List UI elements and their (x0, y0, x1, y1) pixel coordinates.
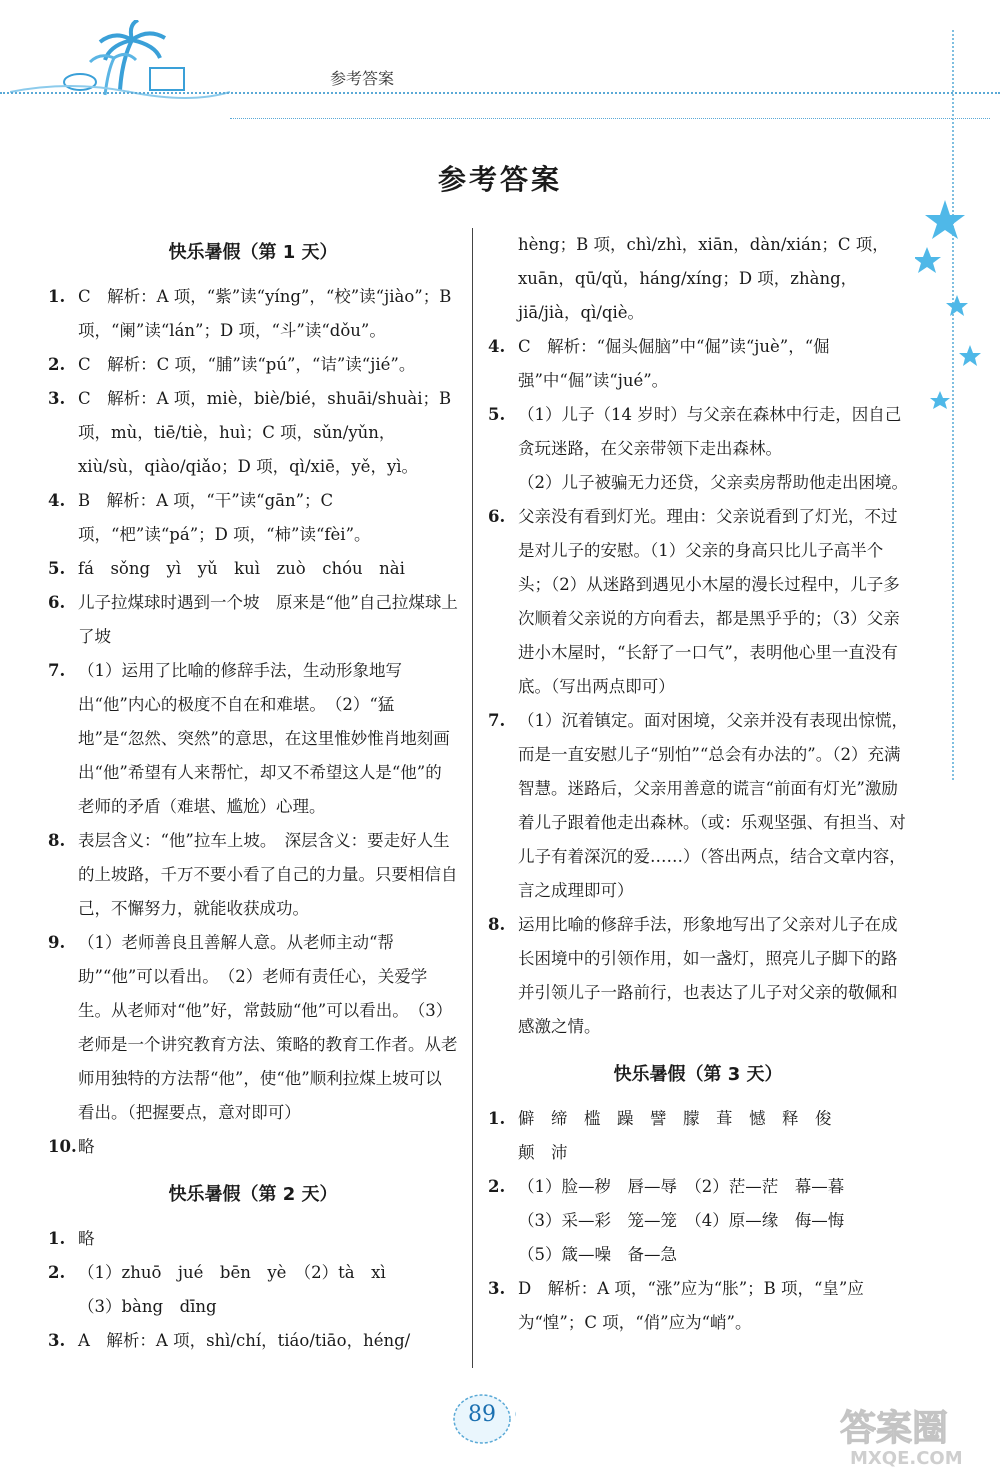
answer-item (488, 466, 908, 500)
answer-number: 5. (48, 559, 66, 578)
answer-item (48, 484, 458, 552)
header-divider (0, 92, 1000, 94)
answer-list-day2 (48, 1222, 458, 1358)
answer-text: fá sǒng yì yǔ kuì zuò chóu nài (78, 559, 405, 578)
answer-text: （1）运用了比喻的修辞手法，生动形象地写出“他”内心的极度不自在和难堪。 （2）“猛地”是“忽然、突然”的意思，在这里惟妙惟肖地刻画出“他”希望有人来帮忙，却又不希望这人是“他”的老师的矛盾（难堪、尴尬）心理。 (78, 661, 450, 816)
answer-item (48, 382, 458, 484)
left-column (48, 228, 458, 1358)
answer-number: 7. (488, 711, 506, 730)
answer-text: B 解析：A 项，“干”读“gān”；C 项，“杷”读“pá”；D 项，“柿”读“fèi”。 (78, 491, 371, 544)
answer-item (488, 1272, 908, 1340)
answer-text: C 解析：A 项，miè，biè/bié，shuāi/shuài；B 项，mù，tiē/tiè，huì；C 项，sǔn/yǔn，xiù/sù，qiào/qiǎo；D 项，qì/xiē，yě，yì。 (78, 389, 452, 476)
answer-item (488, 330, 908, 398)
answer-item (488, 908, 908, 1044)
answer-number: 4. (48, 491, 66, 510)
answer-item (48, 1130, 458, 1164)
answer-text: （1）儿子（14 岁时）与父亲在森林中行走，因自己贪玩迷路，在父亲带领下走出森林。 (518, 405, 902, 458)
answer-list-day3 (488, 1102, 908, 1340)
answer-number: 3. (48, 389, 66, 408)
section-title-day2: 快乐暑假（第 2 天） (168, 1184, 338, 1205)
answer-text: 儿子拉煤球时遇到一个坡 原来是“他”自己拉煤球上了坡 (78, 593, 458, 646)
answer-item (488, 1102, 908, 1136)
answer-list-day1 (48, 280, 458, 1164)
answer-item (488, 228, 908, 330)
answer-text: C 解析：“倔头倔脑”中“倔”读“juè”，“倔强”中“倔”读“jué”。 (518, 337, 830, 390)
answer-text: （3）采—彩 笼—笼 （4）原—缘 侮—悔 (518, 1211, 845, 1230)
answer-number: 2. (48, 1263, 66, 1282)
answer-text: 略 (78, 1229, 95, 1248)
answer-number: 9. (48, 933, 66, 952)
answer-item (48, 1256, 458, 1290)
answer-item (48, 586, 458, 654)
section-title-day3: 快乐暑假（第 3 天） (613, 1064, 783, 1085)
answer-item (488, 398, 908, 466)
answer-number: 3. (48, 1331, 66, 1350)
answer-item (488, 1238, 908, 1272)
answer-item (48, 1222, 458, 1256)
svg-text:答案圈: 答案圈 (840, 1408, 949, 1449)
header-logo (10, 20, 230, 100)
section-title-day1: 快乐暑假（第 1 天） (168, 242, 338, 263)
answer-number: 2. (488, 1177, 506, 1196)
column-divider (472, 228, 473, 1368)
answer-text: 颠 沛 (518, 1143, 568, 1162)
answer-item (488, 1170, 908, 1204)
watermark-logo (830, 1400, 995, 1470)
answer-item (48, 552, 458, 586)
answer-list-day2-continued (488, 228, 908, 1044)
answer-text: 运用比喻的修辞手法，形象地写出了父亲对儿子在成长困境中的引领作用，如一盏灯，照亮儿子脚下的路并引领儿子一路前行，也表达了儿子对父亲的敬佩和感激之情。 (518, 915, 898, 1036)
answer-number: 10. (48, 1137, 77, 1156)
answer-number: 1. (48, 287, 66, 306)
answer-text: 父亲没有看到灯光。理由：父亲说看到了灯光，不过是对儿子的安慰。（1）父亲的身高只比儿子高半个头；（2）从迷路到遇见小木屋的漫长过程中，儿子多次顺着父亲说的方向看去，都是黑乎乎的；（3）父亲进小木屋时，“长舒了一口气”，表明他心里一直没有底。（写出两点即可） (518, 507, 900, 696)
answer-text: C 解析：A 项，“紫”读“yíng”，“校”读“jiào”；B 项，“阑”读“lán”；D 项，“斗”读“dǒu”。 (78, 287, 452, 340)
answer-text: C 解析：C 项，“脯”读“pú”，“诘”读“jié”。 (78, 355, 416, 374)
answer-item (488, 704, 908, 908)
answer-item (48, 654, 458, 824)
answer-number: 6. (48, 593, 66, 612)
answer-text: （1）zhuō jué bēn yè （2）tà xì (78, 1263, 386, 1282)
answer-text: hèng；B 项，chì/zhì，xiān，dàn/xián；C 项，xuān，qū/qǔ，háng/xíng；D 项，zhàng，jiā/jià，qì/qiè。 (518, 235, 889, 322)
answer-text: （1）脸—秽 唇—辱 （2）茫—茫 幕—暮 (518, 1177, 845, 1196)
answer-number: 5. (488, 405, 506, 424)
answer-item (48, 1324, 458, 1358)
answer-number: 7. (48, 661, 66, 680)
answer-text: 僻 缔 槛 躁 譬 朦 葺 憾 释 俊 (518, 1109, 832, 1128)
answer-item (48, 926, 458, 1130)
answer-number: 3. (488, 1279, 506, 1298)
header-title: 参考答案 (330, 69, 395, 88)
answer-number: 2. (48, 355, 66, 374)
answer-item (48, 1290, 458, 1324)
answer-text: （5）箴—噪 备—急 (518, 1245, 677, 1264)
answer-text: 表层含义：“他”拉车上坡。 深层含义：要走好人生的上坡路，千万不要小看了自己的力量。只要相信自己，不懈努力，就能收获成功。 (78, 831, 458, 918)
watermark-text: MXQE.COM (850, 1448, 963, 1469)
answer-item (48, 824, 458, 926)
answer-item (488, 1204, 908, 1238)
answer-item (48, 348, 458, 382)
star-decoration-icon (915, 195, 995, 415)
answer-text: （2）儿子被骗无力还贷，父亲卖房帮助他走出困境。 (518, 473, 908, 492)
page-title: 参考答案 (437, 163, 562, 196)
answer-item (48, 280, 458, 348)
answer-text: （1）沉着镇定。面对困境，父亲并没有表现出惊慌，而是一直安慰儿子“别怕”“总会有办法的”。（2）充满智慧。迷路后，父亲用善意的谎言“前面有灯光”激励着儿子跟着他走出森林。（或：乐观坚强、有担当、对儿子有着深沉的爱……）（答出两点，结合文章内容，言之成理即可） (518, 711, 908, 900)
answer-number: 1. (48, 1229, 66, 1248)
answer-number: 8. (48, 831, 66, 850)
header-divider-secondary (230, 118, 990, 119)
answer-number: 1. (488, 1109, 506, 1128)
answer-text: （1）老师善良且善解人意。从老师主动“帮助”“他”可以看出。 （2）老师有责任心，关爱学生。从老师对“他”好，常鼓励“他”可以看出。 （3）老师是一个讲究教育方法、策略的教育工作者。从老师用独特的方法帮“他”，使“他”顺利拉煤上坡可以看出。（把握要点，意对即可） (78, 933, 458, 1122)
answer-text: A 解析：A 项，shì/chí，tiáo/tiāo，héng/ (78, 1331, 411, 1350)
answer-number: 4. (488, 337, 506, 356)
answer-item (488, 500, 908, 704)
answer-text: （3）bàng dīng (78, 1297, 217, 1316)
answer-text: 略 (78, 1137, 95, 1156)
page-number: 89 (468, 1402, 496, 1427)
answer-number: 6. (488, 507, 506, 526)
answer-text: D 解析：A 项，“涨”应为“胀”；B 项，“皇”应为“惶”；C 项，“俏”应为“峭”。 (518, 1279, 864, 1332)
right-column (488, 228, 908, 1340)
answer-number: 8. (488, 915, 506, 934)
answer-item (488, 1136, 908, 1170)
